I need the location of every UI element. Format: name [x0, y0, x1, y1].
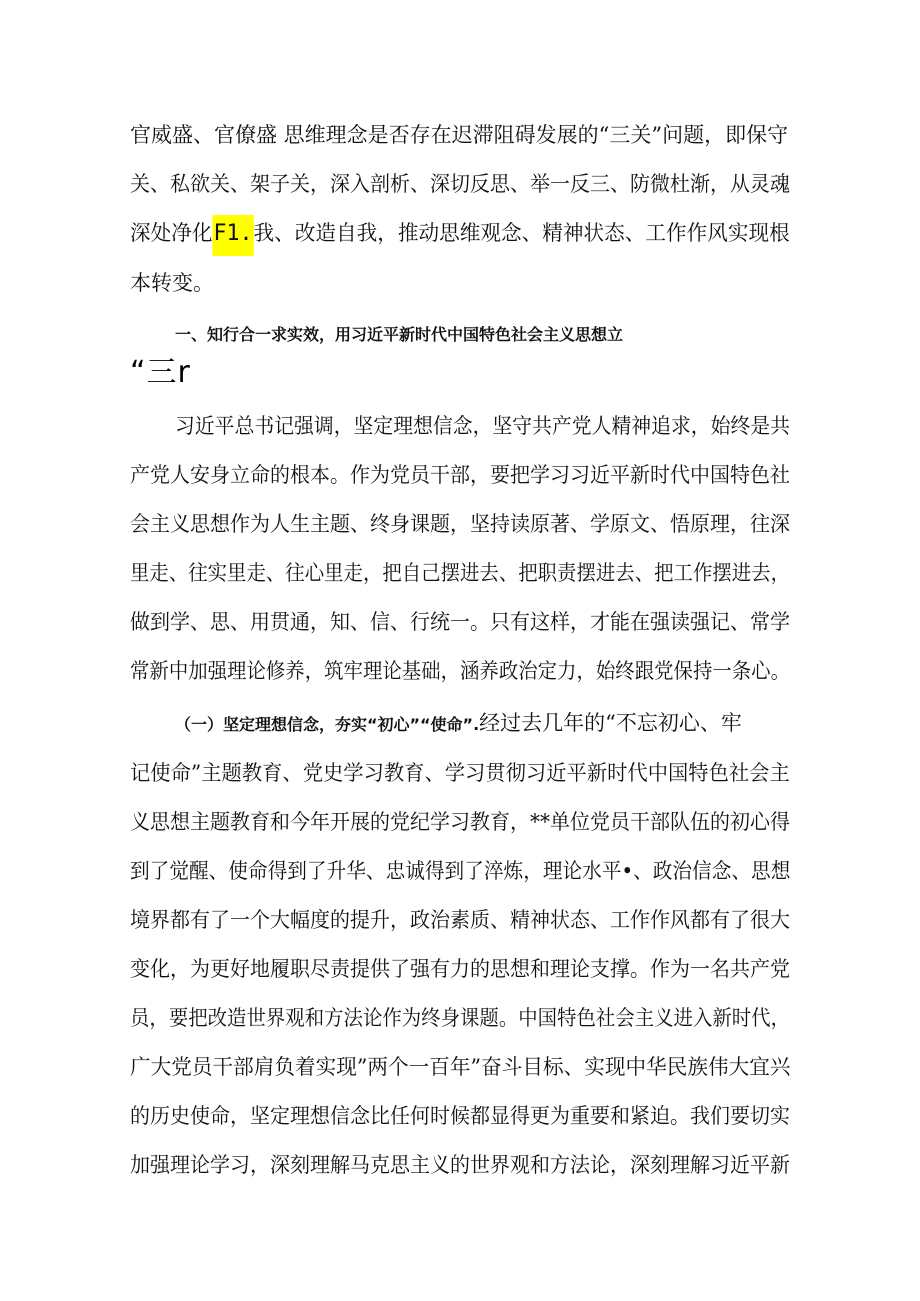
- subsection-heading-rest: 经过去几年的“不忘初心、牢: [479, 711, 742, 735]
- para3-line3: 到了觉醒、使命得到了升华、忠诚得到了淬炼，理论水平•、政治信念、思想: [130, 859, 791, 883]
- para1-line3-end: 我、改造自我，推动思维观念、精神状态、工作作风实现根: [253, 221, 790, 245]
- para1-line3-start: 深处净化: [130, 221, 213, 245]
- para3-line4: 境界都有了一个大幅度的提升，政治素质、精神状态、工作作风都有了很大: [130, 908, 790, 932]
- para1-line2: 关、私欲关、架子关，深入剖析、深切反思、举一反三、防微杜渐，从灵魂: [130, 172, 790, 196]
- para3-line1: 记使命”主题教育、党史学习教育、学习贯彻习近平新时代中国特色社会主: [130, 761, 790, 785]
- para3-line5: 变化，为更好地履职尽责提供了强有力的思想和理论支撑。作为一名共产党: [130, 957, 790, 981]
- para3-line8: 的历史使命，坚定理想信念比任何时候都显得更为重要和紧迫。我们要切实: [130, 1104, 790, 1128]
- para3-line9: 加强理论学习，深刻理解马克思主义的世界观和方法论，深刻理解习近平新: [130, 1153, 790, 1177]
- para1-line1: 官威盛、官僚盛 思维理念是否存在迟滞阻碍发展的“三关”问题，即保守: [130, 123, 789, 147]
- para3-line6: 员，要把改造世界观和方法论作为终身课题。中国特色社会主义进入新时代，: [130, 1006, 790, 1030]
- para2-line6: 常新中加强理论修养，筑牢理论基础，涵养政治定力，始终跟党保持一条心。: [130, 659, 790, 683]
- para2-line1: 习近平总书记强调，坚定理想信念，坚守共产党人精神追求，始终是共: [175, 414, 790, 438]
- para1-line4: 本转变。: [130, 271, 214, 295]
- para3-line7: 广大党员干部肩负着实现”两个一百年”奋斗目标、实现中华民族伟大宜兴: [130, 1055, 791, 1079]
- para2-line3: 会主义思想作为人生主题、终身课题，坚持读原著、学原文、悟原理，往深: [130, 512, 790, 536]
- highlighted-text: F1.: [213, 215, 254, 256]
- section-heading-1-continuation: “三r: [130, 355, 191, 390]
- para1-line3: [130, 221, 790, 246]
- para2-line2: 产党人安身立命的根本。作为党员干部，要把学习习近平新时代中国特色社: [130, 463, 790, 487]
- subsection-heading-1: （一）坚定理想信念，夯实“初心”“使命”.: [175, 715, 480, 734]
- subsection-heading-line: [175, 711, 742, 737]
- para2-line5: 做到学、思、用贯通，知、信、行统一。只有这样，才能在强读强记、常学: [130, 610, 790, 634]
- section-heading-1: 一、知行合一求实效，用习近平新时代中国特色社会主义思想立: [175, 325, 624, 344]
- para2-line4: 里走、往实里走、往心里走，把自己摆进去、把职责摆进去、把工作摆进去，: [130, 561, 790, 585]
- para3-line2: 义思想主题教育和今年开展的党纪学习教育，**单位党员干部队伍的初心得: [130, 810, 790, 834]
